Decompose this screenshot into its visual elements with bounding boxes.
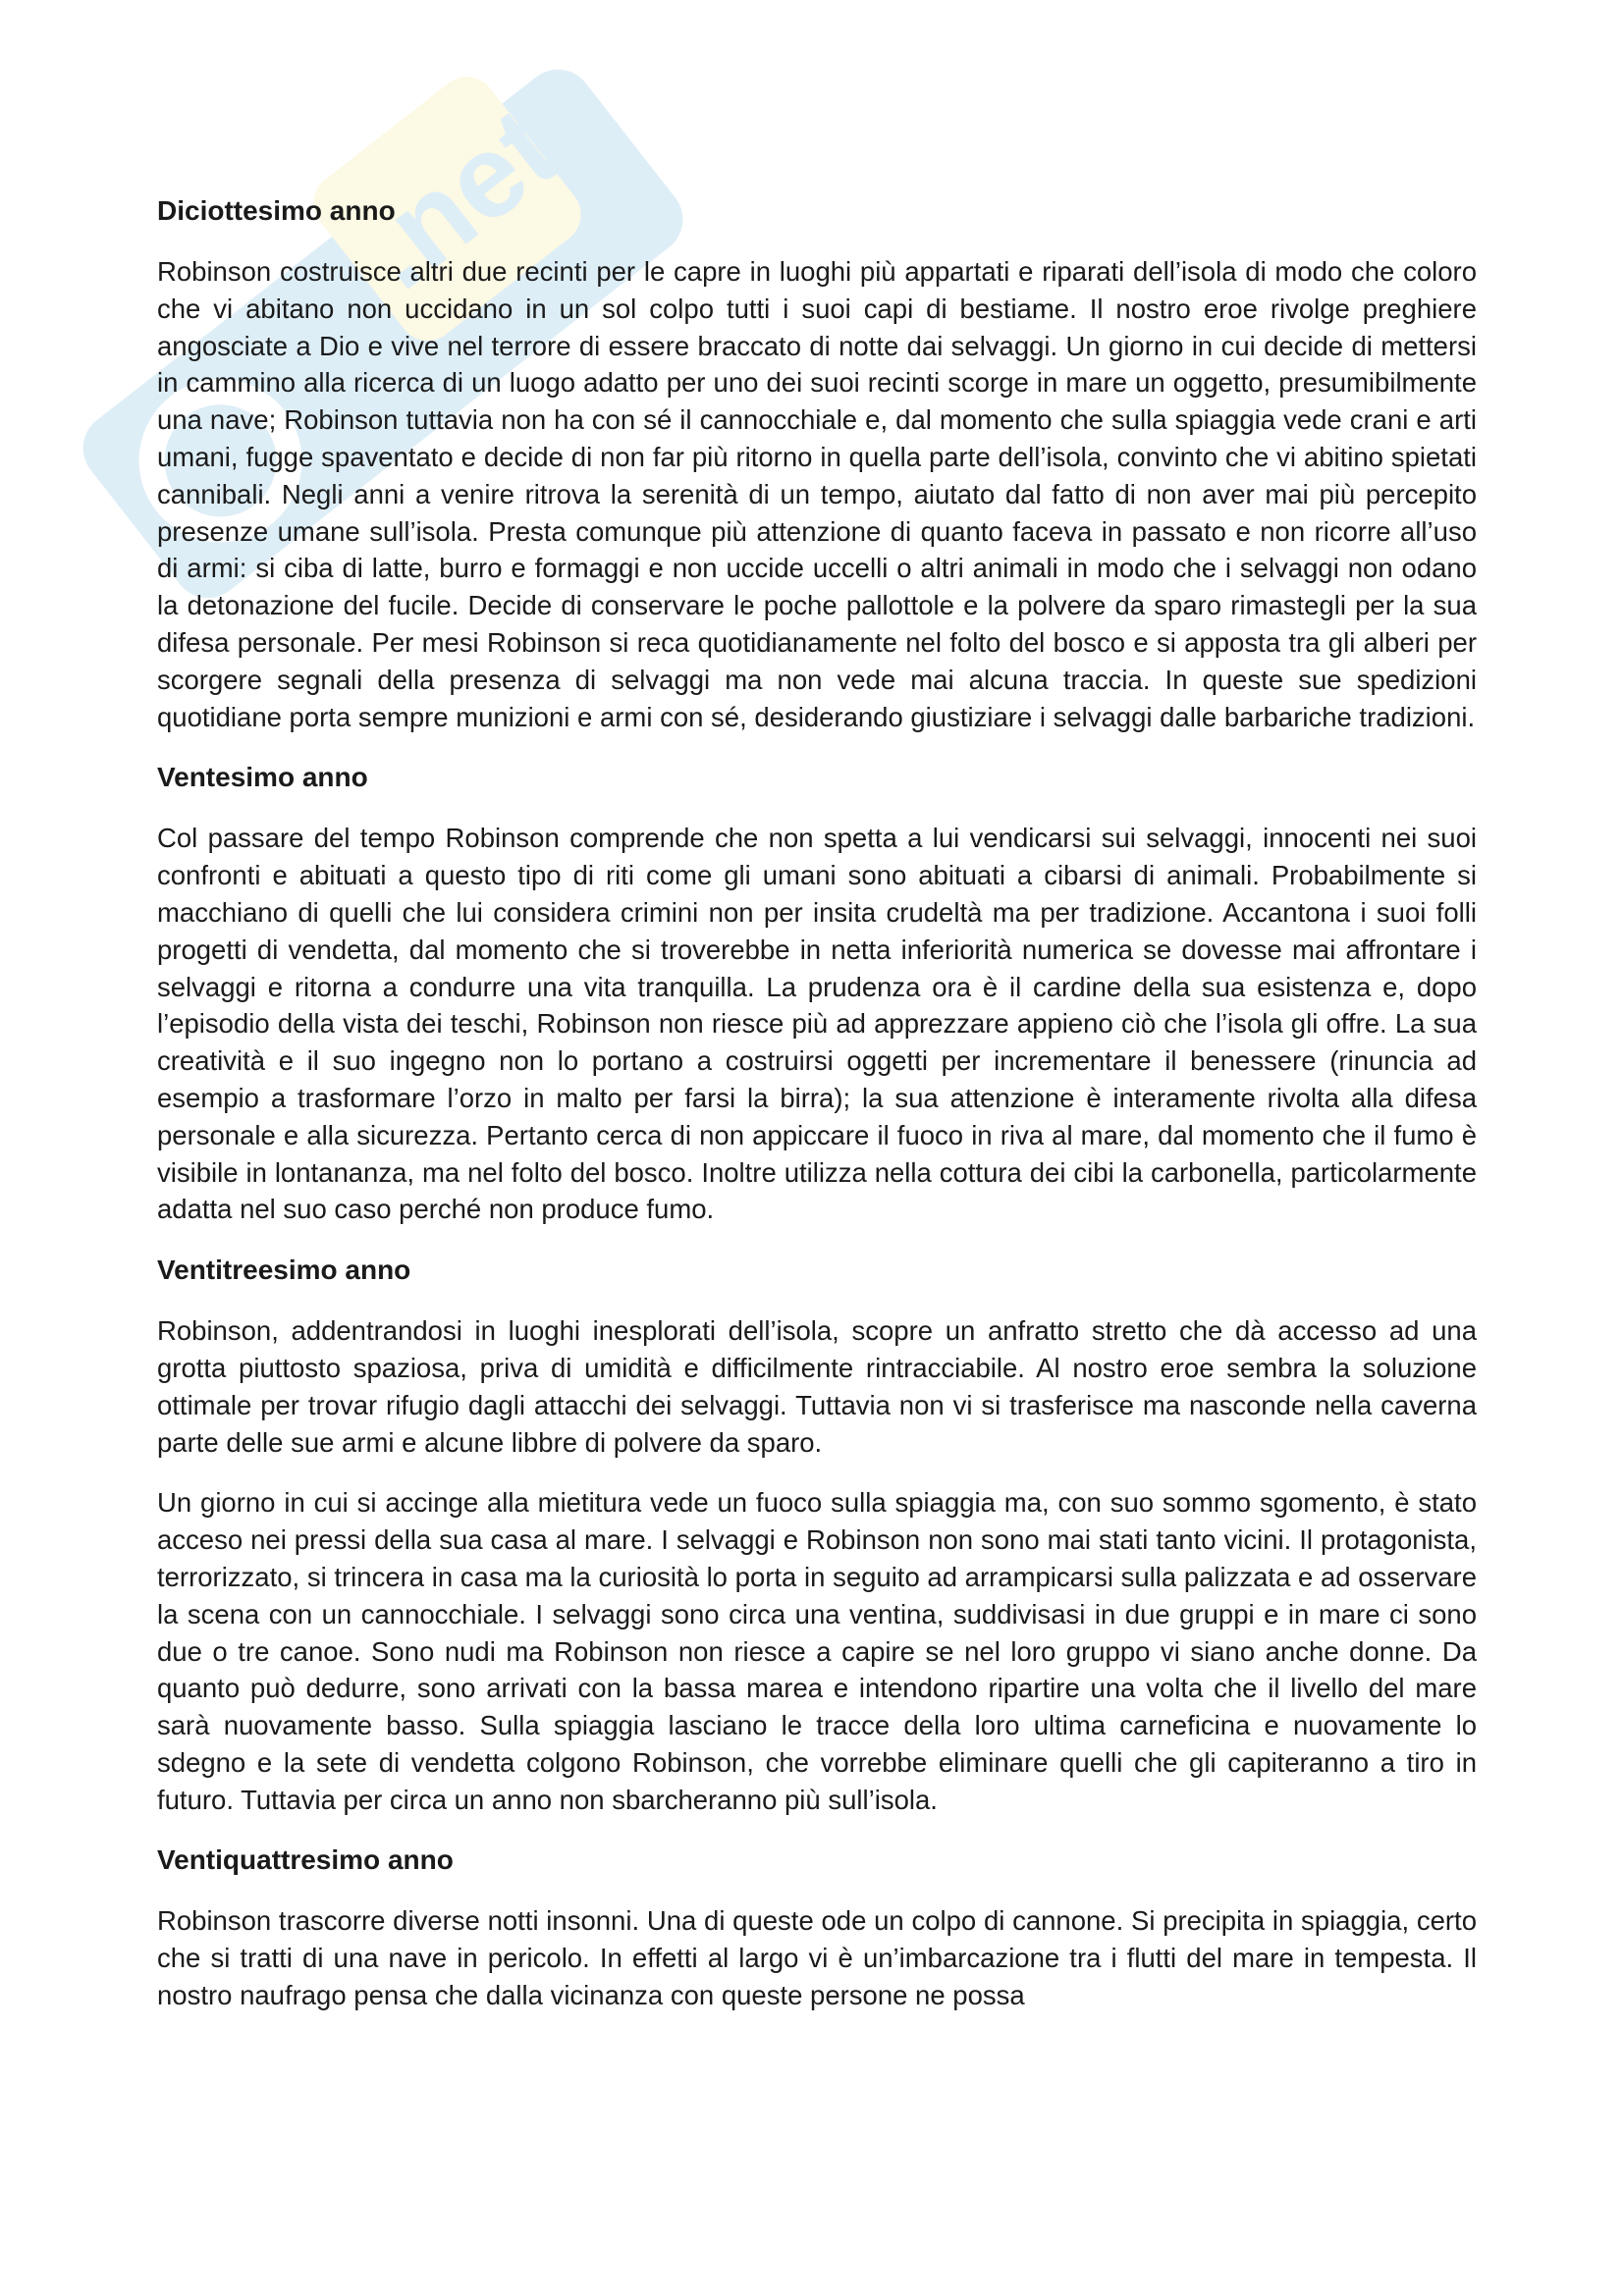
watermark-text: .net bbox=[336, 81, 583, 315]
document-body bbox=[157, 192, 1477, 2038]
body-paragraph: Robinson trascorre diverse notti insonni. Una di queste ode un colpo di cannone. Si precipita in spiaggia, certo che si tratti di una nave in pericolo. In effetti al largo vi è un’imbarcazione tra i flutti del mare in tempesta. Il nostro naufrago pensa che dalla vicinanza con queste persone ne possa bbox=[157, 1905, 1477, 2011]
section-heading: Diciottesimo anno bbox=[157, 195, 396, 226]
body-paragraph: Robinson, addentrandosi in luoghi inesplorati dell’isola, scopre un anfratto stretto che dà accesso ad una grotta piuttosto spaziosa, priva di umidità e difficilmente rintracciabile. Al nostro eroe sembra la soluzione ottimale per trovar rifugio dagli attacchi dei selvaggi. Tuttavia non vi si trasferisce ma nasconde nella caverna parte delle sue armi e alcune libbre di polvere da sparo. bbox=[157, 1315, 1477, 1458]
section-heading: Ventiquattresimo anno bbox=[157, 1844, 454, 1876]
section-heading: Ventesimo anno bbox=[157, 762, 368, 793]
section-heading: Ventitreesimo anno bbox=[157, 1255, 411, 1286]
body-paragraph: Robinson costruisce altri due recinti per le capre in luoghi più appartati e riparati dell’isola di modo che coloro che vi abitano non uccidano in un sol colpo tutti i suoi capi di bestiame. Il nostro eroe rivolge preghiere angosciate a Dio e vive nel terrore di essere braccato di notte dai selvaggi. Un giorno in cui decide di mettersi in cammino alla ricerca di un luogo adatto per uno dei suoi recinti scorge in mare un oggetto, presumibilmente una nave; Robinson tuttavia non ha con sé il cannocchiale e, dal momento che sulla spiaggia vede crani e arti umani, fugge spaventato e decide di non far più ritorno in quella parte dell’isola, convinto che vi abitino spietati cannibali. Negli anni a venire ritrova la serenità di un tempo, aiutato dal fatto di non aver mai più percepito presenze umane sull’isola. Presta comunque più attenzione di quanto faceva in passato e non ricorre all’uso di armi: si ciba di latte, burro e formaggi e non uccide uccelli o altri animali in modo che i selvaggi non odano la detonazione del fucile. Decide di conservare le poche pallottole e la polvere da sparo rimastegli per la sua difesa personale. Per mesi Robinson si reca quotidianamente nel folto del bosco e si apposta tra gli alberi per scorgere segnali della presenza di selvaggi ma non vede mai alcuna traccia. In queste sue spedizioni quotidiane porta sempre munizioni e armi con sé, desiderando giustiziare i selvaggi dalle barbariche tradizioni. bbox=[157, 256, 1477, 732]
body-paragraph: Col passare del tempo Robinson comprende che non spetta a lui vendicarsi sui selvaggi, innocenti nei suoi confronti e abituati a questo tipo di riti come gli umani sono abituati a cibarsi di animali. Probabilmente si macchiano di quelli che lui considera crimini non per insita crudeltà ma per tradizione. Accantona i suoi folli progetti di vendetta, dal momento che si troverebbe in netta inferiorità numerica se dovesse mai affrontare i selvaggi e ritorna a condurre una vita tranquilla. La prudenza ora è il cardine della sua esistenza e, dopo l’episodio della vista dei teschi, Robinson non riesce più ad apprezzare appieno ciò che l’isola gli offre. La sua creatività e il suo ingegno non lo portano a costruirsi oggetti per incrementare il benessere (rinuncia ad esempio a trasformare l’orzo in malto per farsi la birra); la sua attenzione è interamente rivolta alla difesa personale e alla sicurezza. Pertanto cerca di non appiccare il fuoco in riva al mare, dal momento che il fumo è visibile in lontananza, ma nel folto del bosco. Inoltre utilizza nella cottura dei cibi la carbonella, particolarmente adatta nel suo caso perché non produce fumo. bbox=[157, 823, 1477, 1225]
body-paragraph: Un giorno in cui si accinge alla mietitura vede un fuoco sulla spiaggia ma, con suo sommo sgomento, è stato acceso nei pressi della sua casa al mare. I selvaggi e Robinson non sono mai stati tanto vicini. Il protagonista, terrorizzato, si trincera in casa ma la curiosità lo porta in seguito ad arrampicarsi sulla palizzata e ad osservare la scena con un cannocchiale. I selvaggi sono circa una ventina, suddivisasi in due gruppi e in mare ci sono due o tre canoe. Sono nudi ma Robinson non riesce a capire se nel loro gruppo vi siano anche donne. Da quanto può dedurre, sono arrivati con la bassa marea e intendono ripartire una volta che il livello del mare sarà nuovamente basso. Sulla spiaggia lasciano le tracce della loro ultima carneficina e nuovamente lo sdegno e la sete di vendetta colgono Robinson, che vorrebbe eliminare quelli che gli capiteranno a tiro in futuro. Tuttavia per circa un anno non sbarcheranno più sull’isola. bbox=[157, 1487, 1477, 1815]
